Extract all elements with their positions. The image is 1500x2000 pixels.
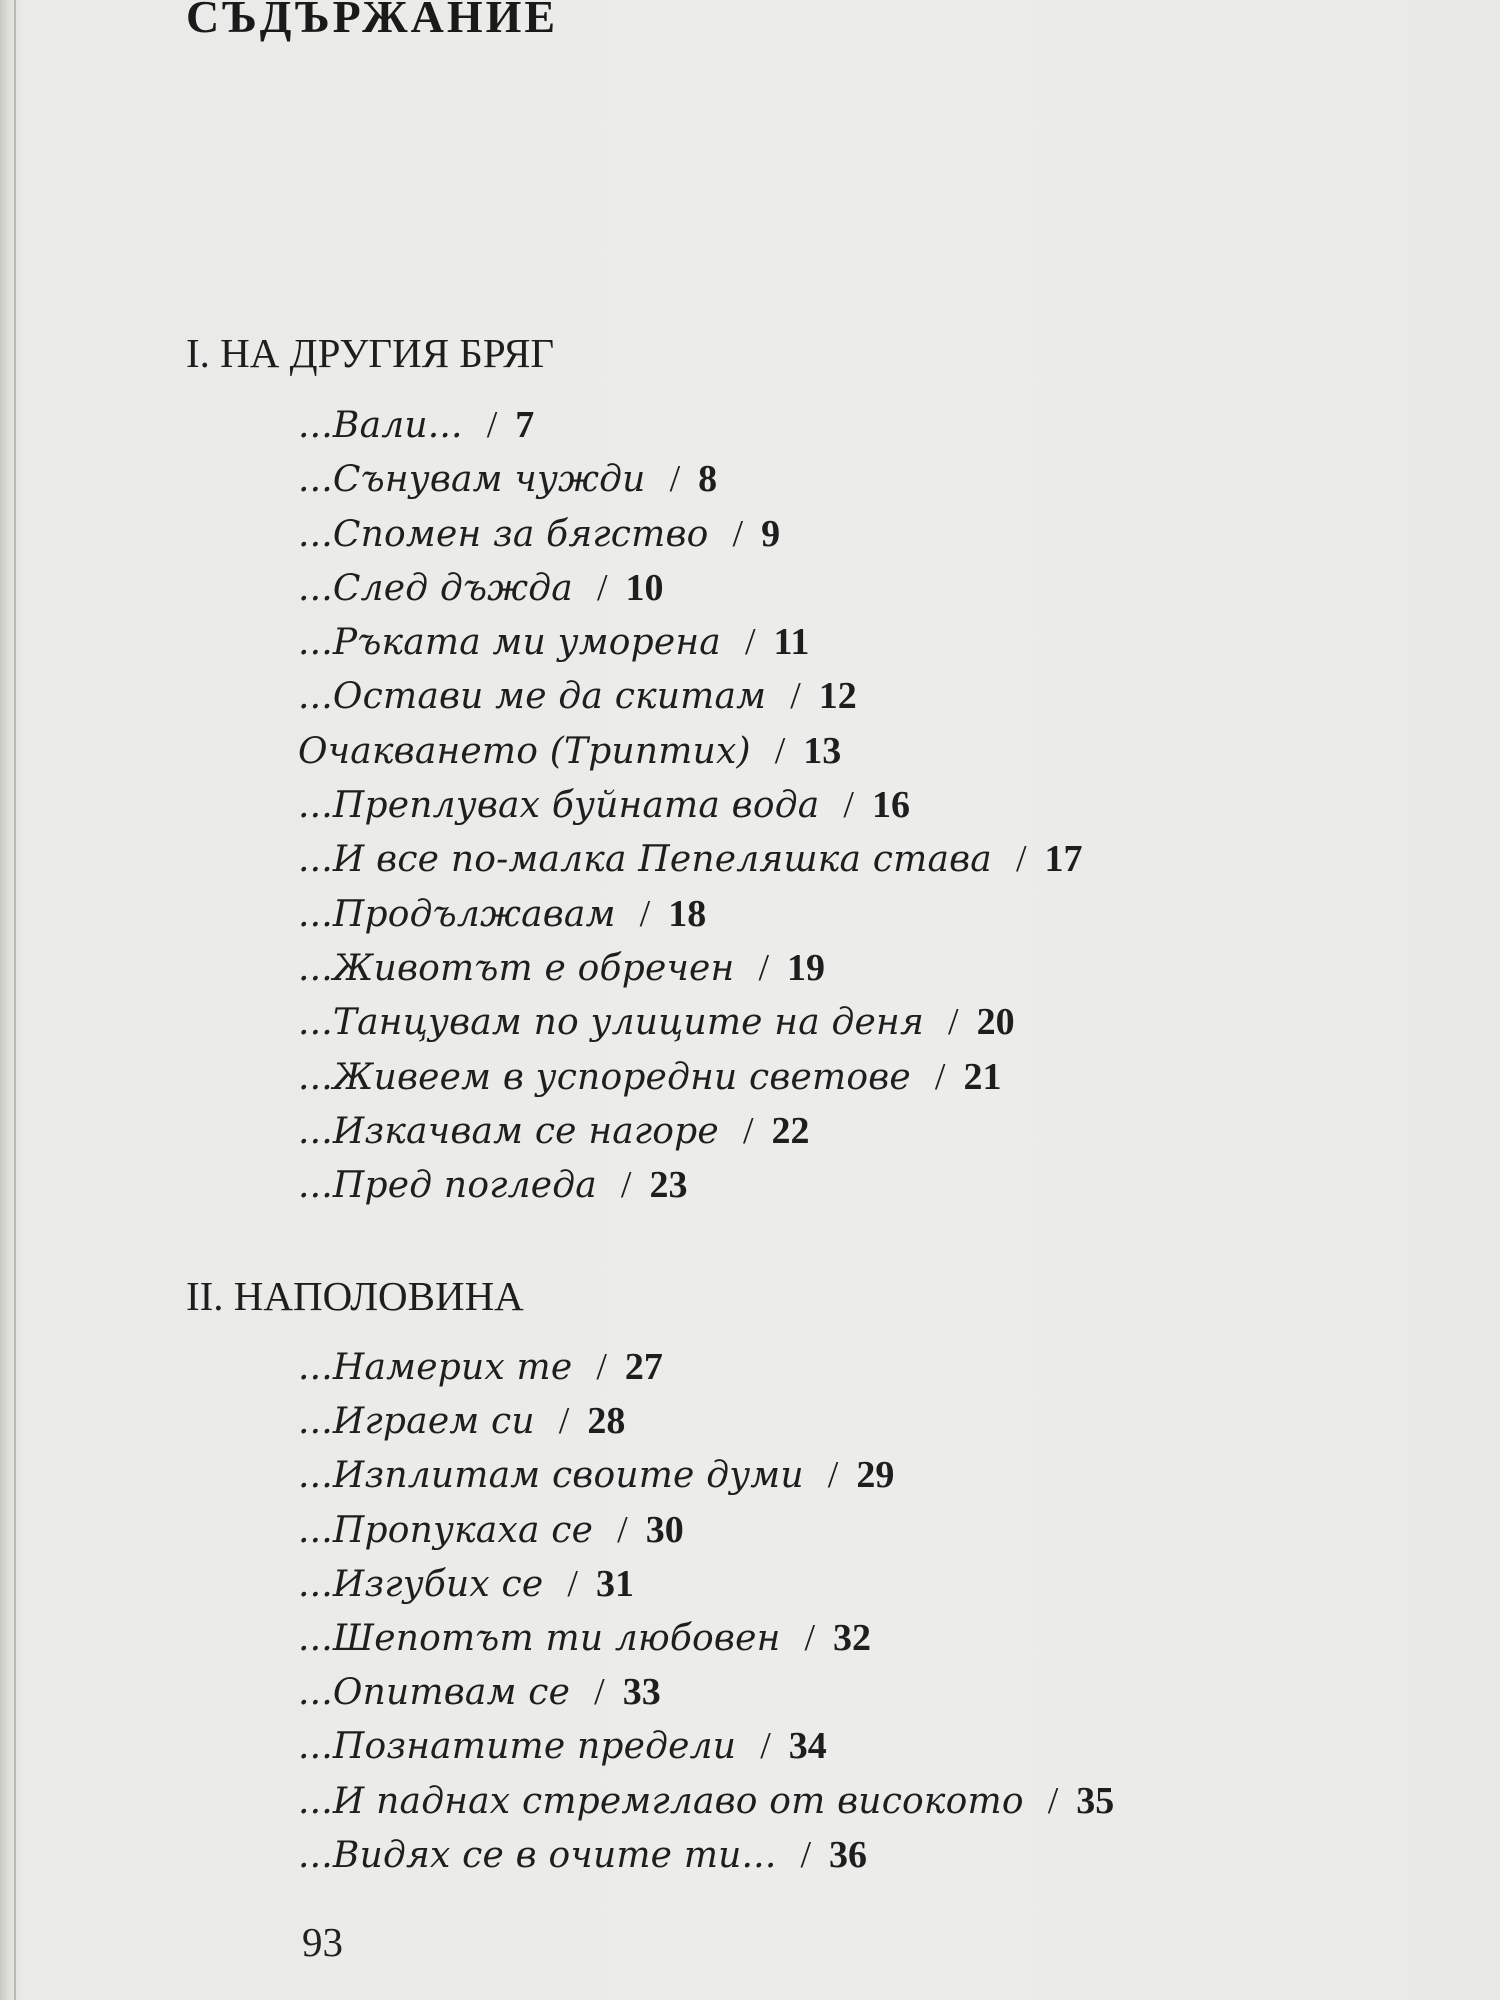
toc-entry-page-number: 29 — [856, 1454, 895, 1497]
toc-entry — [298, 1774, 1114, 1828]
toc-entry-title: ...Танцувам по улиците на деня — [298, 1002, 924, 1044]
toc-entry-separator: / — [934, 1055, 946, 1098]
toc-entry-separator: / — [790, 675, 801, 718]
toc-entry — [298, 1158, 1083, 1212]
toc-entry-page-number: 12 — [818, 675, 857, 718]
toc-entry — [298, 1503, 1114, 1557]
toc-entry-title: ...Продължавам — [298, 893, 616, 935]
toc-entry-page-number: 8 — [698, 458, 718, 501]
toc-entry — [298, 832, 1083, 886]
toc-entry-page-number: 28 — [587, 1400, 626, 1443]
toc-entry-separator: / — [486, 404, 498, 446]
toc-entry-title: ...Опитвам се — [298, 1672, 571, 1714]
toc-entry — [298, 561, 1083, 615]
toc-entry-separator: / — [758, 946, 770, 989]
toc-entry-separator: / — [596, 1346, 607, 1388]
toc-entry-page-number: 35 — [1076, 1779, 1115, 1822]
toc-entry-page-number: 33 — [622, 1671, 661, 1714]
toc-entry-separator: / — [827, 1454, 839, 1497]
toc-entry-title: ...Познатите предели — [298, 1726, 737, 1768]
toc-entry-page-number: 20 — [976, 1001, 1015, 1044]
toc-entry-separator: / — [804, 1616, 816, 1659]
toc-entry — [298, 1340, 1114, 1394]
toc-entry-separator: / — [567, 1562, 578, 1605]
toc-entry-title: ...Преплувах буйната вода — [298, 785, 820, 827]
toc-entry-title: ...Ръката ми уморена — [298, 622, 721, 664]
toc-entry — [298, 1104, 1083, 1158]
toc-entry-title: ...Живеем в успоредни светове — [298, 1056, 911, 1098]
toc-entry-page-number: 21 — [963, 1055, 1002, 1098]
toc-entry — [298, 941, 1083, 995]
toc-entry — [298, 1611, 1114, 1665]
toc-entry-page-number: 22 — [771, 1109, 810, 1152]
toc-entry-separator: / — [1015, 838, 1027, 881]
toc-entry-title: ...Пред погледа — [298, 1165, 597, 1207]
toc-entry-page-number: 18 — [668, 892, 707, 935]
toc-entry-separator: / — [742, 1109, 754, 1152]
toc-entry-separator: / — [596, 566, 608, 609]
toc-entry-title: Очакването (Триптих) — [298, 730, 751, 772]
toc-entry-title: ...Животът е обречен — [298, 947, 735, 989]
toc-entry — [298, 995, 1083, 1049]
toc-entry-page-number: 36 — [829, 1833, 868, 1876]
toc-entry-page-number: 17 — [1044, 838, 1083, 881]
toc-entry — [298, 507, 1083, 561]
page-number: 93 — [302, 1919, 343, 1965]
toc-entry — [298, 1394, 1114, 1448]
toc-entry — [298, 1828, 1114, 1882]
toc-entry-page-number: 7 — [515, 404, 535, 446]
toc-entry-title: ...Вали... — [298, 405, 463, 446]
toc-entry — [298, 887, 1083, 941]
page-spine-edge — [14, 0, 16, 2000]
toc-entry — [298, 1665, 1114, 1719]
page-title: СЪДЪРЖАНИЕ — [186, 0, 559, 42]
toc-entry-title: ...Изплитам своите думи — [298, 1455, 804, 1497]
toc-entry — [298, 1557, 1114, 1611]
toc-entry-separator: / — [774, 729, 786, 772]
toc-entry-title: ...Видях се в очите ти... — [298, 1834, 777, 1876]
toc-entry-title: ...Намерих те — [298, 1347, 573, 1388]
toc-entry-page-number: 31 — [595, 1562, 634, 1605]
toc-entry-separator: / — [1047, 1779, 1059, 1822]
toc-entry-separator: / — [639, 892, 651, 935]
toc-entry-page-number: 13 — [803, 729, 842, 772]
toc-entry-separator: / — [669, 458, 681, 501]
toc-entry — [298, 1050, 1083, 1104]
toc-entry-title: ...Остави ме да скитам — [298, 676, 767, 718]
toc-entry — [298, 1448, 1114, 1502]
toc-entry-title: ...Изгубих се — [298, 1563, 544, 1605]
toc-entry-title: ...Пропукаха се — [298, 1509, 594, 1551]
toc-entry-title: ...След дъжда — [298, 567, 573, 609]
toc-entry-separator: / — [620, 1164, 632, 1207]
toc-entry-page-number: 19 — [787, 946, 826, 989]
section-heading-1: I. НА ДРУГИЯ БРЯГ — [186, 330, 555, 376]
toc-entry-title: ...Спомен за бягство — [298, 513, 709, 555]
toc-list-section-1 — [298, 398, 1083, 1212]
toc-entry-separator: / — [760, 1725, 771, 1768]
section-heading-2: II. НАПОЛОВИНА — [186, 1273, 524, 1319]
toc-entry-separator: / — [594, 1671, 605, 1714]
toc-entry-page-number: 10 — [625, 566, 664, 609]
toc-entry-separator: / — [558, 1400, 570, 1443]
toc-entry-page-number: 34 — [788, 1725, 827, 1768]
toc-entry-separator: / — [617, 1508, 628, 1551]
toc-entry — [298, 778, 1083, 832]
toc-entry — [298, 669, 1083, 723]
toc-entry-title: ...И паднах стремглаво от високото — [298, 1780, 1024, 1822]
toc-entry-separator: / — [732, 512, 744, 555]
toc-entry — [298, 615, 1083, 669]
toc-entry-title: ...И все по-малка Пепеляшка става — [298, 839, 992, 881]
toc-entry — [298, 724, 1083, 778]
toc-entry-page-number: 9 — [761, 512, 781, 555]
toc-entry-separator: / — [800, 1833, 812, 1876]
toc-entry-title: ...Шепотът ти любовен — [298, 1617, 781, 1659]
toc-entry-page-number: 16 — [871, 784, 910, 827]
toc-entry-page-number: 27 — [624, 1346, 663, 1388]
toc-entry-title: ...Сънувам чужди — [298, 459, 646, 501]
toc-entry-title: ...Изкачвам се нагоре — [298, 1110, 719, 1152]
toc-entry-title: ...Играем си — [298, 1401, 535, 1443]
toc-entry — [298, 1719, 1114, 1773]
toc-entry-page-number: 23 — [649, 1164, 688, 1207]
toc-entry-separator: / — [843, 784, 854, 827]
toc-entry-separator: / — [948, 1001, 959, 1044]
toc-entry — [298, 452, 1083, 506]
toc-entry-separator: / — [744, 621, 756, 664]
toc-entry-page-number: 30 — [645, 1508, 684, 1551]
toc-entry — [298, 398, 1083, 452]
toc-entry-page-number: 11 — [773, 621, 810, 664]
toc-list-section-2 — [298, 1340, 1114, 1882]
toc-entry-page-number: 32 — [833, 1616, 872, 1659]
